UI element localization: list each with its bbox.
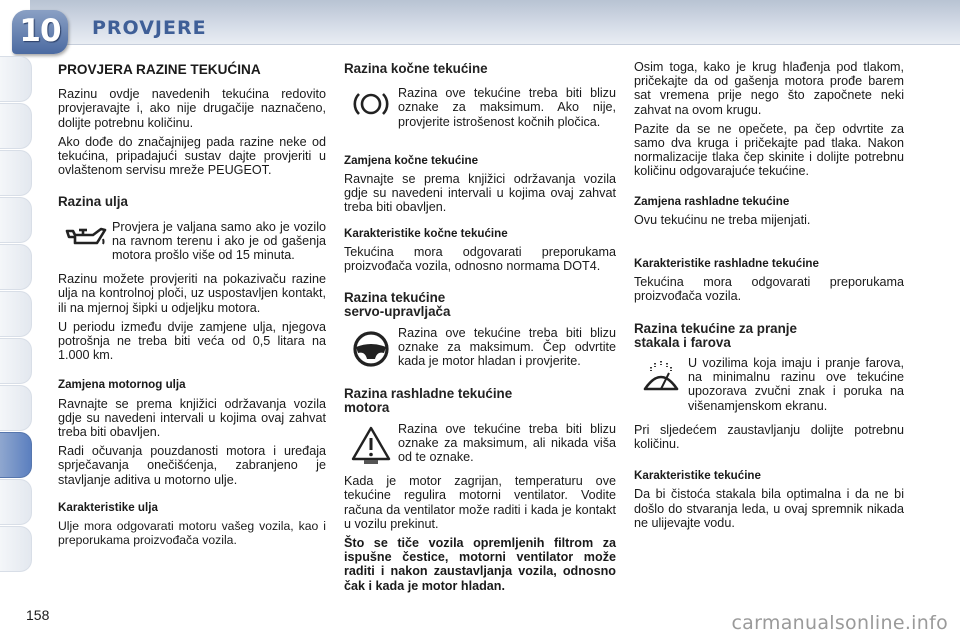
brake-change-heading: Zamjena kočne tekućine <box>344 153 479 167</box>
side-tab[interactable] <box>0 244 32 290</box>
brake-spec-heading: Karakteristike kočne tekućine <box>344 226 508 240</box>
brake-change-paragraph: Ravnajte se prema knjižici održavanja vozila gdje su navedeni intervali u kojima ovaj zahvat treba biti obavljen. <box>344 172 616 215</box>
brake-note-text: Razina ove tekućine treba biti blizu oznake za maksimum. Ako nije, provjerite istrošenost kočnih pločica. <box>398 86 616 129</box>
oil-heading: Razina ulja <box>58 194 128 210</box>
steering-note-text: Razina ove tekućine treba biti blizu oznake za maksimum. Čep odvrtite kada je motor hladan i provjerite. <box>398 325 616 369</box>
oil-change-paragraph: Radi očuvanja pouzdanosti motora i uređaja sprječavanja onečišćenja, zabranjeno je stavljanje aditiva u motorno ulje. <box>58 444 326 487</box>
intro-paragraph: Razinu ovdje navedenih tekućina redovito provjeravajte i, ako nije drugačije naznačeno, dolijte potrebnu količinu. <box>58 87 326 130</box>
coolant-spec-heading: Karakteristike rashladne tekućine <box>634 257 819 271</box>
side-tab[interactable] <box>0 338 32 384</box>
column-1 <box>58 60 326 552</box>
coolant-change-paragraph: Ovu tekućinu ne treba mijenjati. <box>634 212 811 227</box>
washer-heading-line1: Razina tekućine za pranje <box>634 320 797 336</box>
coolant-heading <box>344 387 616 415</box>
side-tab[interactable] <box>0 56 32 102</box>
steering-heading <box>344 291 616 319</box>
oil-spec-paragraph: Ulje mora odgovarati motoru vašeg vozila, kao i preporukama proizvođača vozila. <box>58 519 326 548</box>
coolant-spec-paragraph: Tekućina mora odgovarati preporukama proizvođača vozila. <box>634 275 904 304</box>
column-3 <box>634 60 904 535</box>
chapter-number: 10 <box>19 13 61 49</box>
coolant-note-text: Razina ove tekućine treba biti blizu oznake za maksimum, ali nikada viša od te oznake. <box>398 421 616 465</box>
coolant-paragraph: Pazite da se ne opečete, pa čep odvrtite za samo dva kruga i pričekajte pad tlaka. Nakon normalizacije tlaka čep skinite i dolijte potrebnu količinu odgovarajuće tekućine. <box>634 121 904 179</box>
side-tabs <box>0 56 32 573</box>
oil-can-icon <box>58 220 112 249</box>
brake-heading: Razina kočne tekućine <box>344 61 488 76</box>
watermark: carmanualsonline.info <box>731 612 948 634</box>
oil-change-paragraph: Ravnajte se prema knjižici održavanja vozila gdje su navedeni intervali u kojima ovaj zahvat treba biti obavljen. <box>58 396 326 440</box>
washer-spec-heading: Karakteristike tekućine <box>634 469 761 483</box>
coolant-paragraph: Osim toga, kako je krug hlađenja pod tlakom, pričekajte da od gašenja motora prođe barem sat vremena prije nego što započnete neki zahvat na ovom krugu. <box>634 60 904 117</box>
coolant-change-heading: Zamjena rashladne tekućine <box>634 194 790 208</box>
intro-paragraph: Ako dođe do značajnijeg pada razine neke od tekućina, pripadajući sustav dajte provjeriti u ovlaštenom servisu mreže PEUGEOT. <box>58 134 326 178</box>
brake-note <box>344 86 616 134</box>
side-tab[interactable] <box>0 150 32 196</box>
coolant-paragraph: Kada je motor zagrijan, temperaturu ove tekućine regulira motorni ventilator. Vodite računa da ventilator može raditi i kada je kontakt u vozilu prekinut. <box>344 474 616 531</box>
chapter-badge <box>12 10 68 54</box>
side-tab[interactable] <box>0 291 32 337</box>
coolant-heading-line2: motora <box>344 400 390 416</box>
oil-spec-heading: Karakteristike ulja <box>58 500 158 514</box>
washer-heading <box>634 322 904 350</box>
side-tab[interactable] <box>0 479 32 525</box>
side-tab-active[interactable] <box>0 432 32 478</box>
steering-wheel-icon <box>344 326 398 369</box>
oil-note <box>58 220 326 268</box>
washer-fluid-icon <box>634 356 688 399</box>
side-tab[interactable] <box>0 385 32 431</box>
side-tab[interactable] <box>0 197 32 243</box>
brake-spec-paragraph: Tekućina mora odgovarati preporukama proizvođača vozila, odnosno normama DOT4. <box>344 244 616 274</box>
steering-heading-line2: servo-upravljača <box>344 304 451 320</box>
side-tab[interactable] <box>0 103 32 149</box>
washer-note <box>634 356 904 418</box>
coolant-warning-icon <box>344 422 398 465</box>
page-number: 158 <box>26 607 50 623</box>
column-2 <box>344 60 616 598</box>
steering-heading-line1: Razina tekućine <box>344 290 446 306</box>
section-title: PROVJERA RAZINE TEKUĆINA <box>58 62 261 77</box>
steering-note <box>344 326 616 374</box>
oil-paragraph: Razinu možete provjeriti na pokazivaču razine ulja na kontrolnoj ploči, uz uspostavljen kontakt, ili na mjernoj šipki u odjeljku motora. <box>58 272 326 315</box>
coolant-warning: Što se tiče vozila opremljenih filtrom za ispušne čestice, motorni ventilator može raditi i nakon zaustavljanja vozila, odnosno čak i kada je motor hladan. <box>344 536 616 593</box>
oil-change-heading: Zamjena motornog ulja <box>58 378 186 392</box>
brake-warning-icon <box>344 86 398 119</box>
side-tab[interactable] <box>0 526 32 572</box>
oil-paragraph: U periodu između dvije zamjene ulja, njegova potrošnja ne treba biti veća od 0,5 litara na 1.000 km. <box>58 319 326 363</box>
coolant-heading-line1: Razina rashladne tekućine <box>344 386 513 402</box>
page-title: PROVJERE <box>92 17 207 39</box>
washer-spec-paragraph: Da bi čistoća stakala bila optimalna i da ne bi došlo do stvaranja leda, u ovaj spremnik nikada ne ulijevajte vodu. <box>634 487 904 530</box>
coolant-note <box>344 422 616 470</box>
oil-note-text: Provjera je valjana samo ako je vozilo na ravnom terenu i ako je od gašenja motora prošlo više od 15 minuta. <box>112 219 326 263</box>
washer-heading-line2: stakala i farova <box>634 334 731 350</box>
washer-paragraph: Pri sljedećem zaustavljanju dolijte potrebnu količinu. <box>634 422 904 452</box>
washer-note-text: U vozilima koja imaju i pranje farova, na minimalnu razinu ove tekućine upozorava zvučni znak i poruka na višenamjenskom ekranu. <box>688 356 904 413</box>
